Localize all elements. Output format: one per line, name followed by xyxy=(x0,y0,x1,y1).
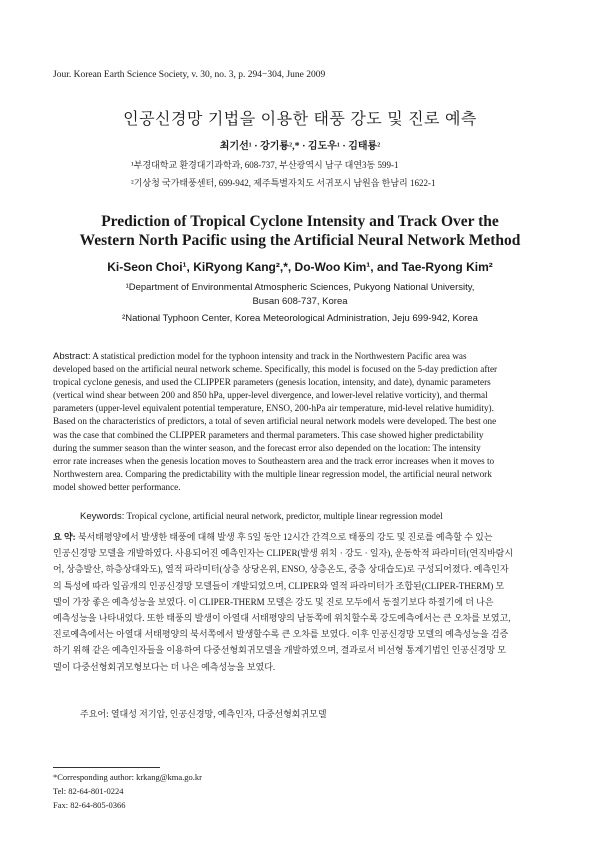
abstract-line: parameters (upper-level equivalent potential temperature, ENSO, 200-hPa air temperature, mid-level relative humidity). xyxy=(53,403,494,414)
abstract-line: during the summer season than the winter season, and the forecast error also depended on the location: The intensity xyxy=(53,442,481,453)
abstract-line: Northwestern area. Comparing the predictability with the multiple linear regression model, the artificial neural network xyxy=(53,468,492,479)
english-title xyxy=(0,212,600,250)
korean-abstract-line: 하기 위해 같은 예측인자들을 이용하여 다중선형회귀모델을 개발하였으며, 결과로서 비선형 통계기법인 인공신경망 모 xyxy=(53,645,507,656)
keywords xyxy=(80,511,443,522)
footnote-fax: Fax: 82-64-805-0366 xyxy=(53,800,126,810)
korean-abstract-line: 북서태평양에서 발생한 태풍에 대해 발생 후 5일 동안 12시간 간격으로 태풍의 강도 및 진로를 예측할 수 있는 xyxy=(75,532,493,542)
korean-abstract-line: 델이 가장 좋은 예측성능을 보였다. 이 CLIPER-THERM 모델은 강도 및 진로 모두에서 동절기보다 하절기에 더 나은 xyxy=(53,596,494,607)
english-affiliation-2: ²National Typhoon Center, Korea Meteorological Administration, Jeju 699-942, Korea xyxy=(122,313,478,324)
footnote-corresponding-author: *Corresponding author: krkang@kma.go.kr xyxy=(53,772,202,782)
korean-abstract-line: 예측성능을 나타내었다. 또한 태풍의 발생이 아열대 서태평양의 남동쪽에 위치할수록 강도예측에서는 큰 오차를 보였고, xyxy=(53,613,511,624)
journal-citation: Jour. Korean Earth Science Society, v. 30, no. 3, p. 294−304, June 2009 xyxy=(53,70,326,80)
korean-affiliation-2: ²기상청 국가태풍센터, 699-942, 제주특별자치도 서귀포시 남원읍 한남리 1622-1 xyxy=(131,178,436,188)
korean-affiliation-1: ¹부경대학교 환경대기과학과, 608-737, 부산광역시 남구 대연3동 599-1 xyxy=(131,160,399,170)
abstract-line: developed based on the artificial neural network scheme. Specifically, this model is focused on the 5-day prediction after xyxy=(53,364,498,375)
korean-authors: 최기선¹ · 강기룡²,* · 김도우¹ · 김태룡² xyxy=(219,141,381,152)
korean-abstract-line: 진로예측에서는 아열대 서태평양의 북서쪽에서 발생할수록 큰 오차를 보였다. 이후 인공신경망 모델의 예측성능을 검증 xyxy=(53,629,509,640)
korean-abstract xyxy=(53,529,550,675)
footnote-divider xyxy=(53,767,160,768)
korean-abstract-label: 요 약: xyxy=(53,532,76,542)
abstract-line: (vertical wind shear between 200 and 850 hPa, upper-level divergence, and lower-level relative vorticity), and thermal xyxy=(53,390,488,401)
korean-title: 인공신경망 기법을 이용한 태풍 강도 및 진로 예측 xyxy=(123,111,477,128)
english-authors: Ki-Seon Choi¹, KiRyong Kang²,*, Do-Woo Kim¹, and Tae-Ryong Kim² xyxy=(107,260,493,274)
english-affiliation-1-line-2: Busan 608-737, Korea xyxy=(252,296,348,307)
english-title-line-1: Prediction of Tropical Cyclone Intensity and Track Over the xyxy=(101,213,499,230)
abstract xyxy=(53,350,550,494)
abstract-line: tropical cyclone genesis, and used the CLIPPER parameters (genesis location, intensity, and date), dynamic parameters xyxy=(53,377,491,388)
abstract-line: model showed better performance. xyxy=(53,481,181,492)
english-title-line-2: Western North Pacific using the Artificial Neural Network Method xyxy=(79,232,521,249)
abstract-line: A statistical prediction model for the typhoon intensity and track in the Northwestern Pacific area was xyxy=(90,351,467,361)
korean-keywords: 주요어: 열대성 저기압, 인공신경망, 예측인자, 다중선형회귀모델 xyxy=(80,709,327,719)
abstract-line: Based on the characteristics of predictors, a total of seven artificial neural network models were developed. The best one xyxy=(53,416,497,427)
keywords-label: Keywords: xyxy=(80,511,125,522)
english-affiliation-1-line-1: ¹Department of Environmental Atmospheric Sciences, Pukyong National University, xyxy=(125,282,475,293)
english-affiliation-1 xyxy=(0,281,600,309)
keywords-text: Tropical cyclone, artificial neural network, predictor, multiple linear regression model xyxy=(124,511,443,521)
korean-abstract-line: 인공신경망 모델을 개발하였다. 사용되어진 예측인자는 CLIPER(발생 위치 · 강도 · 일자), 운동학적 파라미터(연직바람시 xyxy=(53,548,514,559)
korean-abstract-line: 어, 상층발산, 하층상대와도), 열적 파라미터(상층 상당온위, ENSO, 상층온도, 중층 상대습도)로 구성되어졌다. 예측인자 xyxy=(53,564,509,575)
korean-abstract-line: 의 특성에 따라 일곱개의 인공신경망 모델들이 개발되었으며, CLIPER와 열적 파라미터가 조합된(CLIPER-THERM) 모 xyxy=(53,580,505,591)
abstract-line: was the case that combined the CLIPPER parameters and thermal parameters. This case showed higher predictability xyxy=(53,429,484,440)
korean-abstract-line: 델이 다중선형회귀모형보다는 더 나은 예측성능을 보였다. xyxy=(53,661,276,672)
abstract-label: Abstract: xyxy=(53,351,91,362)
footnote-tel: Tel: 82-64-801-0224 xyxy=(53,786,124,796)
abstract-line: error rate increases when the genesis location moves to Southeastern area and the track error increases when it moves to xyxy=(53,455,495,466)
